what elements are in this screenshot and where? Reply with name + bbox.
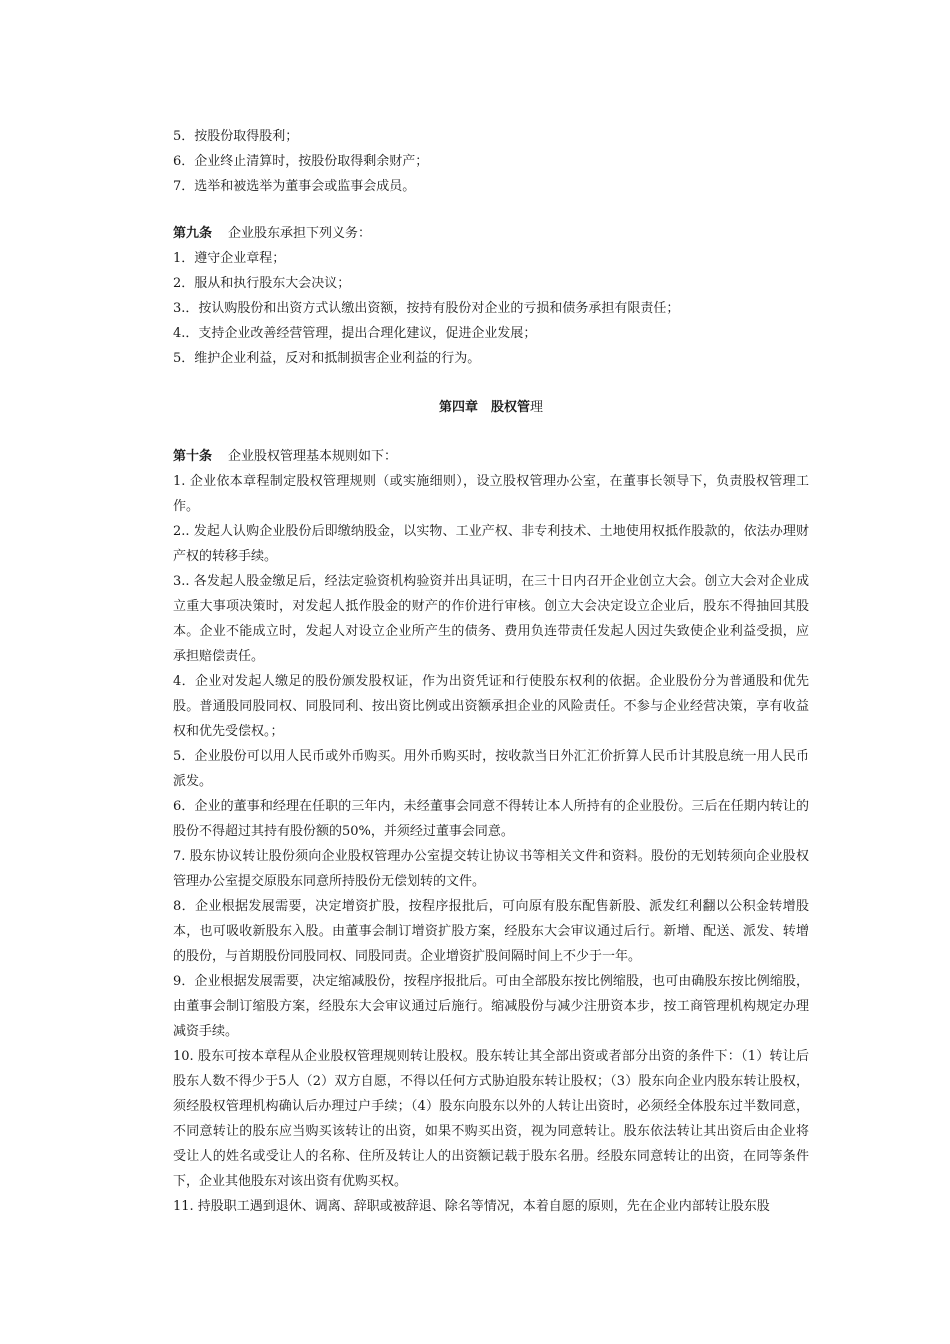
article-10-text: 企业股权管理基本规则如下： — [228, 449, 398, 464]
document-page — [173, 124, 809, 1219]
article-9-number: 第九条 — [173, 226, 213, 241]
obligation-item: 5．维护企业利益，反对和抵制损害企业利益的行为。 — [173, 351, 481, 366]
rights-item: 6．企业终止清算时，按股份取得剩余财产； — [173, 154, 429, 169]
article-9-heading — [173, 221, 809, 246]
article-10-paragraph: 5．企业股份可以用人民币或外币购买。用外币购买时，按收款当日外汇汇价折算人民币计其股息统一用人民币派发。 — [173, 749, 809, 789]
article-10-paragraph: 3.. 各发起人股金缴足后，经法定验资机构验资并出具证明，在三十日内召开企业创立大会。创立大会对企业成立重大事项决策时，对发起人抵作股金的财产的作价进行审核。创立大会决定设立企业后，股东不得抽回其股本。企业不能成立时，发起人对设立企业所产生的债务、费用负连带责任发起人因过失致使企业利益受损，应承担赔偿责任。 — [173, 574, 809, 664]
obligation-item: 3.．按认购股份和出资方式认缴出资额，按持有股份对企业的亏损和债务承担有限责任； — [173, 301, 680, 316]
chapter-4-heading — [173, 395, 809, 420]
article-10-paragraph: 8．企业根据发展需要，决定增资扩股，按程序报批后，可向原有股东配售新股、派发红利翻以公积金转增股本，也可吸收新股东入股。由董事会制订增资扩股方案，经股东大会审议通过后行。新增、配送、派发、转增的股份，与首期股份同股同权、同股同责。企业增资扩股间隔时间上不少于一年。 — [173, 899, 809, 964]
article-10-paragraph: 6．企业的董事和经理在任职的三年内，未经董事会同意不得转让本人所持有的企业股份。三后在任期内转让的股份不得超过其持有股份额的50%，并须经过董事会同意。 — [173, 799, 809, 839]
rights-item: 5．按股份取得股利； — [173, 129, 299, 144]
article-10-paragraph: 11. 持股职工遇到退休、调离、辞职或被辞退、除名等情况，本着自愿的原则，先在企业内部转让股东股 — [173, 1199, 770, 1214]
obligation-item: 1．遵守企业章程； — [173, 251, 286, 266]
article-10-paragraph: 7. 股东协议转让股份须向企业股权管理办公室提交转让协议书等相关文件和资料。股份的无划转须向企业股权管理办公室提交原股东同意所持股份无偿划转的文件。 — [173, 849, 809, 889]
article-10-number: 第十条 — [173, 449, 213, 464]
article-10-paragraph: 9．企业根据发展需要，决定缩减股份，按程序报批后。可由全部股东按比例缩股，也可由确股东按比例缩股，由董事会制订缩股方案，经股东大会审议通过后施行。缩减股份与减少注册资本步，按工商管理机构规定办理减资手续。 — [173, 974, 809, 1039]
rights-item: 7．选举和被选举为董事会或监事会成员。 — [173, 179, 416, 194]
article-10-paragraph: 10. 股东可按本章程从企业股权管理规则转让股权。股东转让其全部出资或者部分出资的条件下：（1）转让后股东人数不得少于5人（2）双方自愿，不得以任何方式胁迫股东转让股权；（3）股东向企业内股东转让股权，须经股权管理机构确认后办理过户手续；（4）股东向股东以外的人转让出资时，必须经全体股东过半数同意，不同意转让的股东应当购买该转让的出资，如果不购买出资，视为同意转让。股东依法转让其出资后由企业将受让人的姓名或受让人的名称、住所及转让人的出资额记载于股东名册。经股东同意转让的出资，在同等条件下，企业其他股东对该出资有优购买权。 — [173, 1049, 809, 1189]
article-10-heading — [173, 444, 809, 469]
article-9-text: 企业股东承担下列义务： — [228, 226, 372, 241]
article-10-paragraph: 4．企业对发起人缴足的股份颁发股权证，作为出资凭证和行使股东权利的依据。企业股份分为普通股和优先股。普通股同股同权、同股同利、按出资比例或出资额承担企业的风险责任。不参与企业经营决策，享有收益权和优先受偿权。； — [173, 674, 809, 739]
obligation-item: 4.．支持企业改善经营管理，提出合理化建议，促进企业发展； — [173, 326, 537, 341]
chapter-4-title: 第四章 股权管 — [438, 400, 530, 415]
article-10-paragraph: 1. 企业依本章程制定股权管理规则（或实施细则），设立股权管理办公室，在董事长领导下，负责股权管理工作。 — [173, 474, 809, 514]
chapter-4-title-tail: 理 — [530, 400, 544, 415]
article-10-paragraph: 2.. 发起人认购企业股份后即缴纳股金，以实物、工业产权、非专利技术、土地使用权抵作股款的，依法办理财产权的转移手续。 — [173, 524, 809, 564]
obligation-item: 2．服从和执行股东大会决议； — [173, 276, 351, 291]
